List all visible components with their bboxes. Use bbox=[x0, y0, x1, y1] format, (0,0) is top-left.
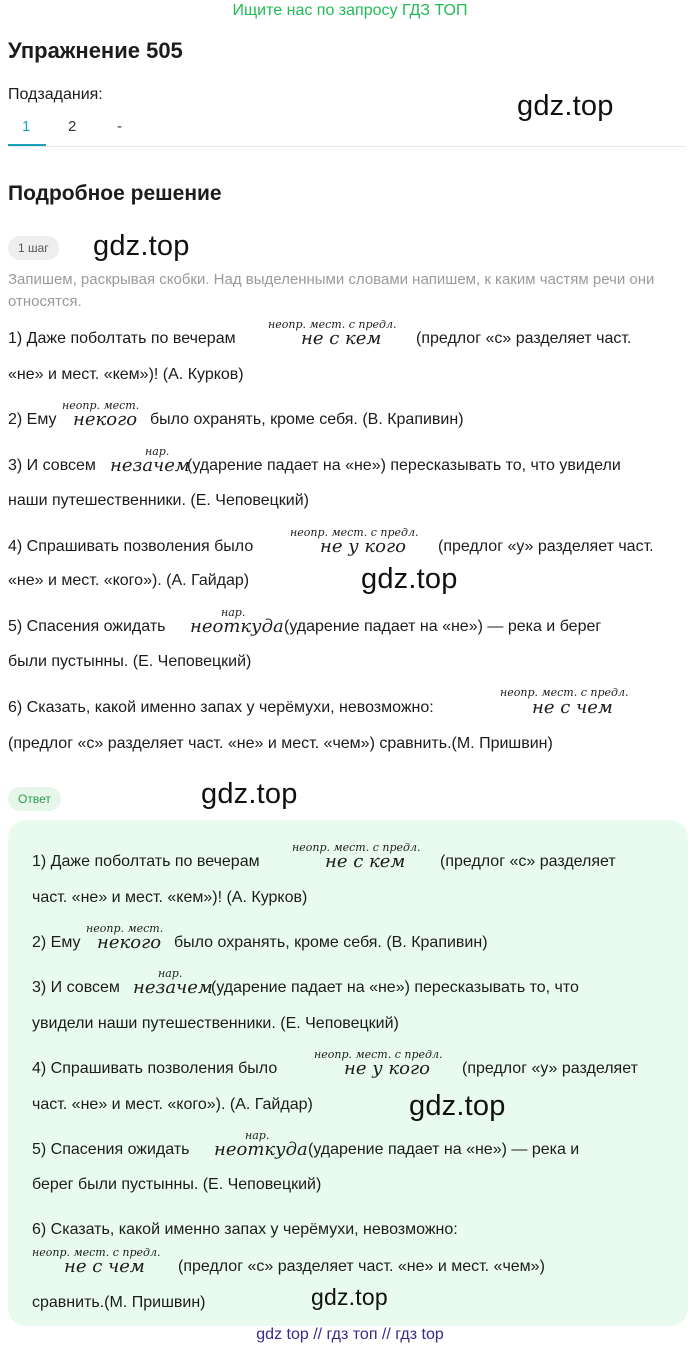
highlighted-word: неоткуда bbox=[214, 1139, 308, 1160]
answer-text: берег были пустынны. (Е. Чеповецкий) bbox=[32, 1176, 322, 1193]
answer-text: (предлог «у» разделяет bbox=[462, 1060, 638, 1077]
solution-text: было охранять, кроме себя. (В. Крапивин) bbox=[150, 411, 464, 428]
answer-text: част. «не» и мест. «кого»). (А. Гайдар) bbox=[32, 1096, 313, 1113]
annotation-label: нар. bbox=[221, 606, 246, 619]
tab-subtask-3[interactable]: - bbox=[117, 118, 122, 135]
highlighted-word: не с кем bbox=[301, 328, 382, 349]
answer-text: (ударение падает на «не») пересказывать то, что bbox=[211, 979, 579, 996]
step-badge: 1 шаг bbox=[8, 236, 59, 260]
subtasks-label: Подзадания: bbox=[8, 86, 103, 103]
solution-text: 3) И совсем bbox=[8, 457, 96, 474]
solution-text: «не» и мест. «кем»)! (А. Курков) bbox=[8, 366, 244, 383]
solution-text: 4) Спрашивать позволения было bbox=[8, 538, 254, 555]
highlighted-word: незачем bbox=[133, 977, 213, 998]
page-title: Упражнение 505 bbox=[8, 38, 183, 63]
answer-text: 3) И совсем bbox=[32, 979, 120, 996]
annotation-label: нар. bbox=[145, 445, 170, 458]
tab-subtask-2[interactable]: 2 bbox=[68, 118, 77, 135]
watermark: gdz.top bbox=[201, 778, 298, 810]
annotation-label: нар. bbox=[245, 1129, 270, 1142]
answer-text: было охранять, кроме себя. (В. Крапивин) bbox=[174, 934, 488, 951]
answer-text: увидели наши путешественники. (Е. Чеповецкий) bbox=[32, 1015, 399, 1032]
watermark: gdz.top bbox=[311, 1284, 388, 1310]
tabs-divider bbox=[8, 146, 686, 147]
highlighted-word: не у кого bbox=[320, 536, 406, 557]
highlighted-word: неоткуда bbox=[190, 616, 284, 637]
annotation-label: неопр. мест. с предл. bbox=[268, 318, 397, 331]
answer-text: (ударение падает на «не») — река и bbox=[308, 1141, 580, 1158]
annotation-label: нар. bbox=[158, 967, 183, 980]
section-title: Подробное решение bbox=[8, 182, 222, 205]
answer-text: (предлог «с» разделяет част. «не» и мест. «чем») bbox=[178, 1258, 545, 1275]
watermark: gdz.top bbox=[361, 563, 458, 595]
answer-text: 6) Сказать, какой именно запах у черёмухи, невозможно: bbox=[32, 1221, 458, 1238]
answer-text: 1) Даже поболтать по вечерам bbox=[32, 853, 260, 870]
solution-text: (ударение падает на «не») — река и берег bbox=[284, 618, 602, 635]
solution-text: (предлог «с» разделяет част. «не» и мест. «чем») сравнить.(М. Пришвин) bbox=[8, 735, 553, 752]
answer-text: част. «не» и мест. «кем»)! (А. Курков) bbox=[32, 889, 308, 906]
annotation-label: неопр. мест. bbox=[86, 922, 164, 935]
annotation-label: неопр. мест. bbox=[62, 399, 140, 412]
solution-text: (предлог «с» разделяет част. bbox=[416, 330, 632, 347]
search-banner: Ищите нас по запросу ГДЗ ТОП bbox=[232, 2, 468, 19]
solution-text: «не» и мест. «кого»). (А. Гайдар) bbox=[8, 572, 250, 589]
watermark: gdz.top bbox=[409, 1090, 506, 1122]
highlighted-word: некого bbox=[97, 932, 162, 953]
solution-text: 2) Ему bbox=[8, 411, 57, 428]
solution-text: (ударение падает на «не») пересказывать то, что увидели bbox=[187, 457, 621, 474]
annotation-label: неопр. мест. с предл. bbox=[500, 686, 629, 699]
solution-text: были пустынны. (Е. Чеповецкий) bbox=[8, 653, 252, 670]
solution-text: наши путешественники. (Е. Чеповецкий) bbox=[8, 492, 309, 509]
solution-text: 1) Даже поболтать по вечерам bbox=[8, 330, 236, 347]
highlighted-word: незачем bbox=[110, 455, 190, 476]
highlighted-word: не с чем bbox=[532, 697, 613, 718]
intro-text: Запишем, раскрывая скобки. Над выделенными словами напишем, к каким частям речи они относятся. bbox=[8, 271, 655, 310]
answer-text: сравнить.(М. Пришвин) bbox=[32, 1294, 206, 1311]
solution-text: 6) Сказать, какой именно запах у черёмухи, невозможно: bbox=[8, 699, 434, 716]
tab-subtask-1[interactable]: 1 bbox=[22, 118, 31, 135]
answer-text: 2) Ему bbox=[32, 934, 81, 951]
footer-links[interactable]: gdz top // гдз топ // гдз top bbox=[256, 1326, 444, 1343]
solution-text: (предлог «у» разделяет част. bbox=[438, 538, 654, 555]
answer-badge: Ответ bbox=[8, 787, 61, 811]
annotation-label: неопр. мест. с предл. bbox=[292, 841, 421, 854]
highlighted-word: некого bbox=[73, 409, 138, 430]
answer-text: 5) Спасения ожидать bbox=[32, 1141, 190, 1158]
highlighted-word: не с кем bbox=[325, 851, 406, 872]
answer-text: 4) Спрашивать позволения было bbox=[32, 1060, 278, 1077]
watermark: gdz.top bbox=[517, 90, 614, 122]
annotation-label: неопр. мест. с предл. bbox=[32, 1246, 161, 1259]
highlighted-word: не с чем bbox=[64, 1256, 145, 1277]
highlighted-word: не у кого bbox=[344, 1058, 430, 1079]
annotation-label: неопр. мест. с предл. bbox=[314, 1048, 443, 1061]
annotation-label: неопр. мест. с предл. bbox=[290, 526, 419, 539]
answer-text: (предлог «с» разделяет bbox=[440, 853, 616, 870]
watermark: gdz.top bbox=[93, 230, 190, 262]
solution-text: 5) Спасения ожидать bbox=[8, 618, 166, 635]
